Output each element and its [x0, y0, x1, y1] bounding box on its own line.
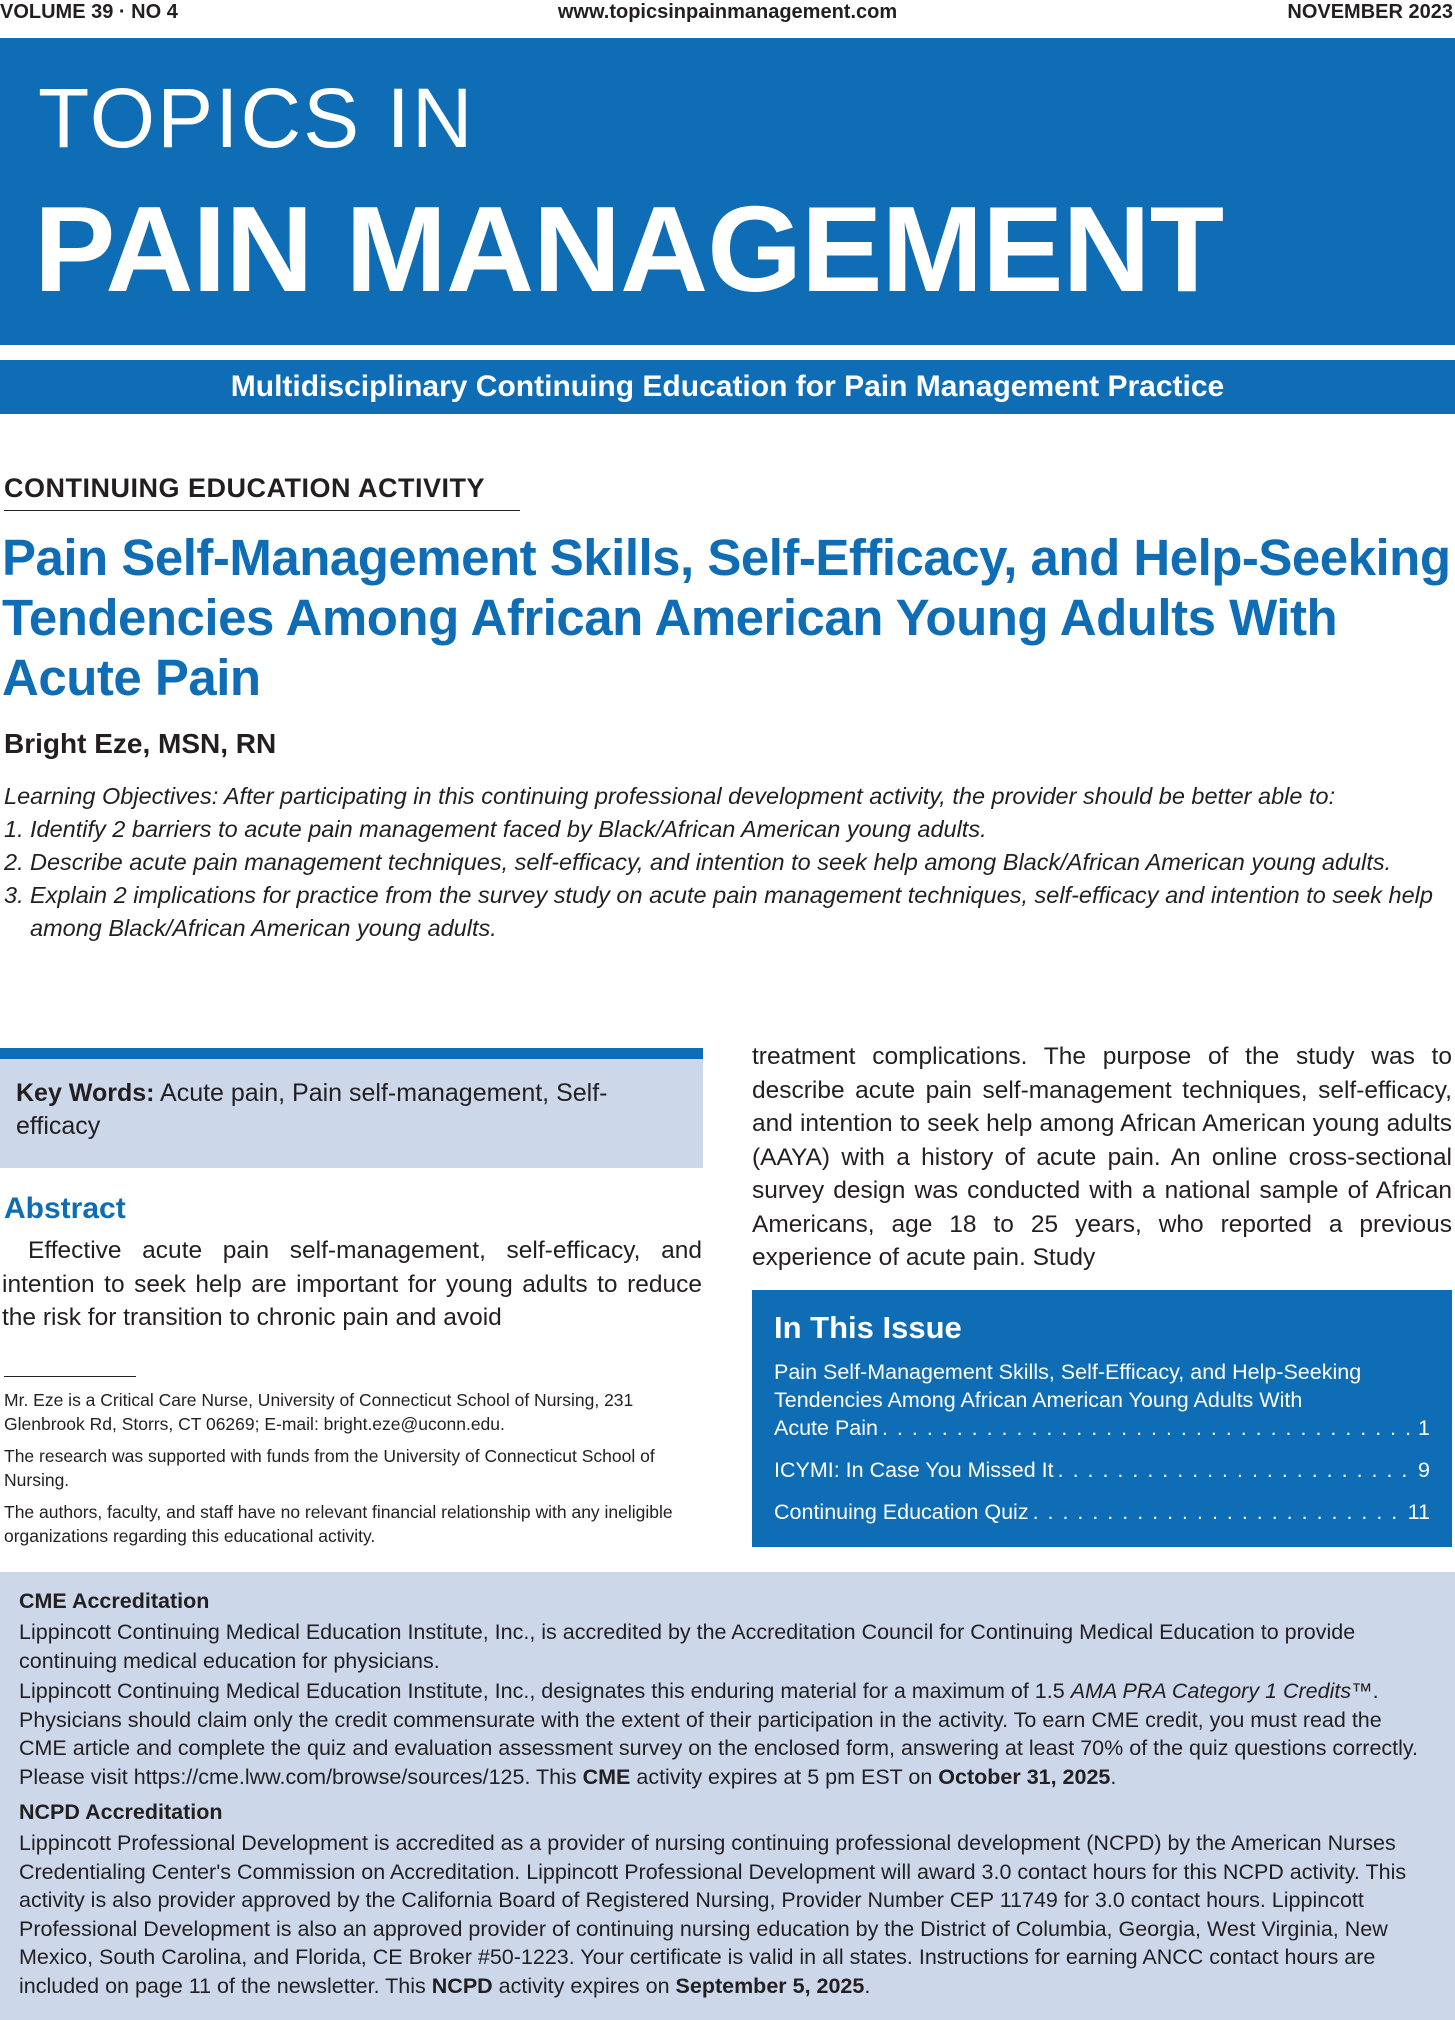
abstract-text-left: Effective acute pain self-management, self-efficacy, and intention to seek help are important for young adults to reduce the risk for transition to chronic pain and avoid [2, 1237, 702, 1331]
objective-item [4, 879, 1452, 945]
article-author: Bright Eze, MSN, RN [4, 728, 277, 759]
cme-heading: CME Accreditation [19, 1589, 210, 1613]
abstract-heading: Abstract [4, 1192, 126, 1225]
footnote-disclosure: The authors, faculty, and staff have no relevant financial relationship with any ineligible organizations regarding this educational activity. [4, 1502, 673, 1546]
toc-page-number: 11 [1407, 1500, 1430, 1524]
masthead-title: PAIN MANAGEMENT [34, 181, 1224, 317]
toc-page-number: 9 [1418, 1458, 1430, 1482]
toc-leader-dots [882, 1414, 1414, 1442]
toc-item-title: ICYMI: In Case You Missed It [774, 1458, 1054, 1482]
masthead-tagline: Multidisciplinary Continuing Education for Pain Management Practice [0, 360, 1455, 414]
cme-text: activity expires at 5 pm EST on [630, 1764, 939, 1789]
footnote-divider [4, 1376, 136, 1377]
in-this-issue-heading: In This Issue [774, 1310, 962, 1345]
toc-item-title: Continuing Education Quiz [774, 1500, 1029, 1524]
objective-item [4, 813, 1452, 846]
toc-item[interactable] [774, 1358, 1430, 1442]
cme-paragraph-2 [19, 1677, 1435, 1791]
keywords-box [0, 1048, 703, 1168]
objectives-intro: Learning Objectives: After participating in this continuing professional development activity, the provider should be better able to: [4, 783, 1336, 809]
toc-item-title-line: Tendencies Among African American Young Adults With [774, 1388, 1303, 1412]
top-header-bar [0, 0, 1455, 28]
learning-objectives [4, 780, 1452, 945]
objective-text: Explain 2 implications for practice from the survey study on acute pain management techniques, self-efficacy and intention to seek help among Black/African American young adults. [30, 882, 1433, 941]
cme-trademark: ™. [1351, 1679, 1379, 1703]
cme-text: Physicians should claim only the credit commensurate with the extent of their participation in the activity. To earn CME credit, you must read the CME article and complete the quiz and evaluation assessment survey on the enclosed form, answering at least 70% of the quiz questions correctly. Please visit https://cme.lww.com/browse/sources/125. This [19, 1707, 1419, 1789]
toc-item-title-line: Pain Self-Management Skills, Self-Efficacy, and Help-Seeking [774, 1360, 1362, 1384]
ncpd-heading: NCPD Accreditation [19, 1800, 223, 1824]
objective-item [4, 846, 1452, 879]
objective-number: 1. [4, 816, 24, 842]
cme-paragraph-1: Lippincott Continuing Medical Education Institute, Inc., is accredited by the Accreditation Council for Continuing Medical Education to provide continuing medical education for physicians. [19, 1620, 1356, 1673]
ncpd-bold: NCPD [431, 1973, 493, 1998]
toc-item[interactable] [774, 1456, 1430, 1484]
toc-leader-dots [1033, 1498, 1404, 1526]
objective-number: 2. [4, 849, 24, 875]
accreditation-box [0, 1572, 1455, 2020]
objective-number: 3. [4, 882, 24, 908]
masthead [0, 38, 1455, 345]
issue-date: NOVEMBER 2023 [1287, 1, 1453, 23]
toc-page-number: 1 [1418, 1416, 1430, 1440]
cme-text: Lippincott Continuing Medical Education Institute, Inc., designates this enduring material for a maximum of 1.5 [19, 1679, 1071, 1703]
ncpd-expiry-date: September 5, 2025 [675, 1973, 865, 1998]
in-this-issue-box [752, 1290, 1452, 1547]
ncpd-text: . [864, 1973, 871, 1998]
keywords-text: Acute pain, Pain self-management, Self-efficacy [16, 1079, 608, 1140]
cme-bold: CME [582, 1764, 631, 1789]
toc-item-title-line: Acute Pain [774, 1416, 878, 1440]
section-label: CONTINUING EDUCATION ACTIVITY [4, 473, 520, 511]
masthead-top-line: TOPICS IN [38, 71, 475, 165]
ncpd-paragraph [19, 1829, 1435, 2000]
toc-leader-dots [1058, 1456, 1414, 1484]
footnotes [4, 1388, 704, 1556]
ncpd-text: activity expires on [492, 1973, 676, 1998]
objective-text: Identify 2 barriers to acute pain management faced by Black/African American young adults. [30, 816, 987, 842]
cme-text: . [1110, 1764, 1117, 1789]
objective-text: Describe acute pain management techniques, self-efficacy, and intention to seek help among Black/African American young adults. [30, 849, 1392, 875]
ncpd-text: Lippincott Professional Development is accredited as a provider of nursing continuing professional development (NCPD) by the American Nurses Credentialing Center's Commission on Accreditation. Lippincott Professional Development will award 3.0 contact hours for this NCPD activity. This activity is also provider approved by the California Board of Registered Nursing, Provider Number CEP 11749 for 3.0 contact hours. Lippincott Professional Development is also an approved provider of continuing nursing education by the District of Columbia, Georgia, West Virginia, New Mexico, South Carolina, and Florida, CE Broker #50-1223. Your certificate is valid in all states. Instructions for earning ANCC contact hours are included on page 11 of the newsletter. This [19, 1831, 1407, 1998]
website-url[interactable]: www.topicsinpainmanagement.com [557, 1, 898, 23]
abstract-text-right: treatment complications. The purpose of the study was to describe acute pain self-management techniques, self-efficacy, and intention to seek help among African American young adults (AAYA) with a history of acute pain. An online cross-sectional survey design was conducted with a national sample of African Americans, age 18 to 25 years, who reported a previous experience of acute pain. Study [752, 1043, 1452, 1271]
cme-expiry-date: October 31, 2025 [938, 1764, 1111, 1789]
keywords-label: Key Words: [16, 1079, 155, 1107]
toc-item[interactable] [774, 1498, 1430, 1526]
footnote-affiliation: Mr. Eze is a Critical Care Nurse, University of Connecticut School of Nursing, 231 Glenbrook Rd, Storrs, CT 06269; E-mail: bright.eze@uconn.edu. [4, 1390, 634, 1434]
cme-credits-italic: AMA PRA Category 1 Credits [1070, 1679, 1352, 1703]
volume-issue: VOLUME 39 · NO 4 [0, 1, 178, 23]
article-title: Pain Self-Management Skills, Self-Efficacy, and Help-Seeking Tendencies Among African American Young Adults With Acute Pain [2, 529, 1451, 706]
footnote-funding: The research was supported with funds from the University of Connecticut School of Nursing. [4, 1446, 655, 1490]
